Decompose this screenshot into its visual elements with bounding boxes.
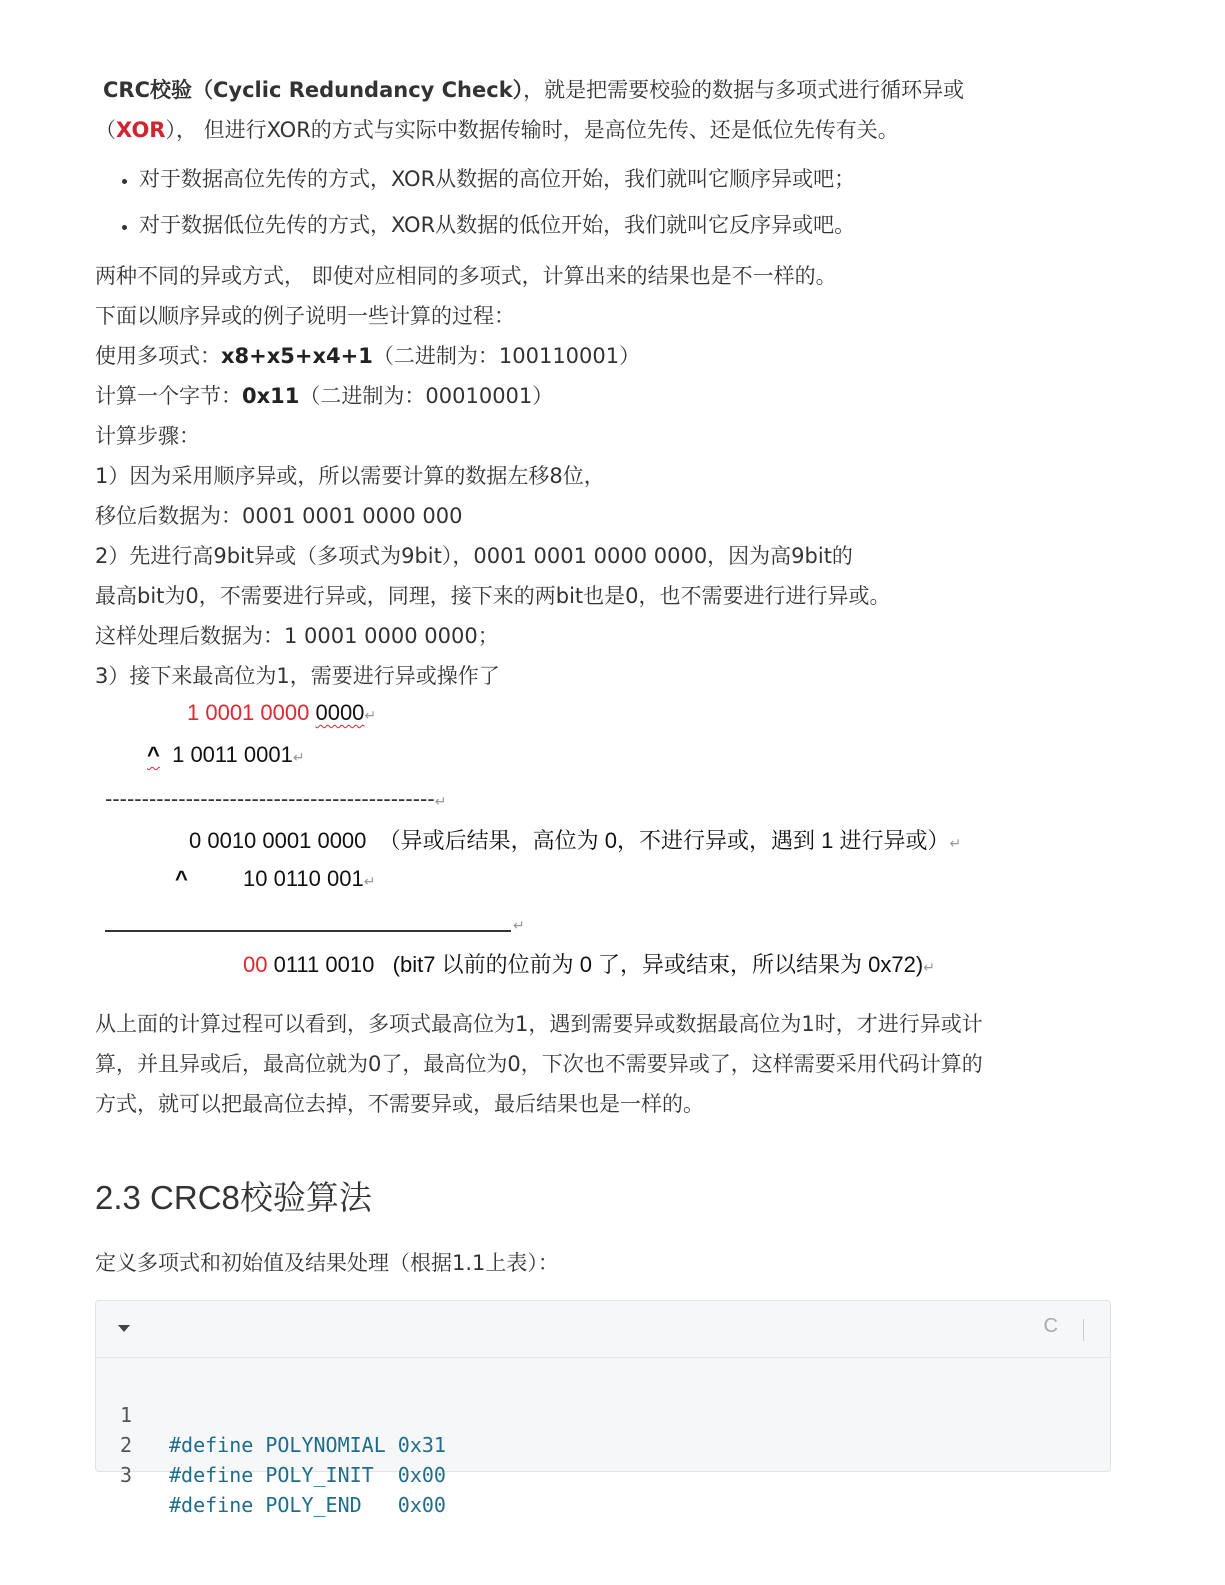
paragraph: 最高bit为0，不需要进行异或，同理，接下来的两bit也是0，也不需要进行进行异或。 <box>95 584 891 608</box>
paragraph: 3）接下来最高位为1，需要进行异或操作了 <box>95 664 500 688</box>
paragraph: 下面以顺序异或的例子说明一些计算的过程： <box>95 304 515 328</box>
polynomial-line: 使用多项式：x8+x5+x4+1（二进制为：100110001） <box>95 344 641 368</box>
xor-highlight: XOR <box>116 118 166 142</box>
paragraph: 计算步骤： <box>95 424 200 448</box>
section-heading: 2.3 CRC8校验算法 <box>95 1179 372 1216</box>
copy-button[interactable]: C <box>1043 1315 1058 1337</box>
intro-term: CRC校验（Cyclic Redundancy Check） <box>103 78 524 102</box>
list-item: • 对于数据低位先传的方式，XOR从数据的低位开始，我们就叫它反序异或吧。 <box>139 202 1113 248</box>
list-item: • 对于数据高位先传的方式，XOR从数据的高位开始，我们就叫它顺序异或吧； <box>139 156 1113 202</box>
byte-line: 计算一个字节：0x11（二进制为：00010001） <box>95 384 554 408</box>
paragraph: 两种不同的异或方式， 即使对应相同的多项式，计算出来的结果也是不一样的。 <box>95 264 837 288</box>
paragraph: 2）先进行高9bit异或（多项式为9bit），0001 0001 0000 0000，因为高9bit的 <box>95 544 853 568</box>
line-number: 1 <box>120 1403 133 1427</box>
intro-text-2: ）， 但进行XOR的方式与实际中数据传输时，是高位先传、还是低位先传有关。 <box>165 118 899 142</box>
intro-paragraph <box>95 70 1113 150</box>
article-content <box>95 70 1113 1124</box>
conclusion-line: 从上面的计算过程可以看到，多项式最高位为1，遇到需要异或数据最高位为1时，才进行异或计 <box>95 1012 983 1036</box>
code-body <box>96 1358 1110 1517</box>
intro-paren: （ <box>95 118 116 142</box>
code-block <box>95 1300 1111 1517</box>
line-number: 3 <box>120 1463 133 1487</box>
calc-row-2: ^ 1 0011 0001↵ <box>147 742 305 767</box>
paragraph: 移位后数据为：0001 0001 0000 000 <box>95 504 463 528</box>
code-text: #define POLY_INIT 0x00 <box>169 1463 446 1487</box>
collapse-caret-icon[interactable] <box>118 1325 130 1332</box>
calc-row-4-value: 10 0110 001↵ <box>243 866 376 891</box>
xor-calculation-figure <box>95 696 1113 1004</box>
code-text: #define POLYNOMIAL 0x31 <box>169 1433 446 1457</box>
code-text: #define POLY_END 0x00 <box>169 1493 446 1517</box>
code-block-header <box>96 1301 1110 1358</box>
calc-row-1: 1 0001 0000 0000↵ <box>187 700 377 725</box>
line-number: 2 <box>120 1433 133 1457</box>
conclusion-line: 算，并且异或后，最高位就为0了，最高位为0，下次也不需要异或了，这样需要采用代码计算的 <box>95 1052 983 1076</box>
paragraph: 1）因为采用顺序异或，所以需要计算的数据左移8位， <box>95 464 605 488</box>
paragraph: 这样处理后数据为：1 0001 0000 0000； <box>95 624 499 648</box>
define-description: 定义多项式和初始值及结果处理（根据1.1上表）： <box>95 1251 559 1275</box>
calc-row-5: 00 0111 0010 (bit7 以前的位前为 0 了，异或结束，所以结果为 0x72)↵ <box>243 952 935 977</box>
calc-solid-rule <box>105 930 511 932</box>
calc-row-3: 0 0010 0001 0000 （异或后结果，高位为 0，不进行异或，遇到 1 进行异或）↵ <box>189 828 962 853</box>
bullet-list <box>95 156 1113 248</box>
code-line <box>96 1370 1110 1457</box>
calc-rule-return: ↵ <box>513 917 525 933</box>
header-divider <box>1083 1319 1084 1341</box>
conclusion-line: 方式，就可以把最高位去掉，不需要异或，最后结果也是一样的。 <box>95 1092 704 1116</box>
calc-dashed-rule: ---------------------------------------------↵ <box>105 786 447 811</box>
intro-text-1: ，就是把需要校验的数据与多项式进行循环异或 <box>523 78 965 102</box>
calc-row-4: ^ <box>175 866 188 891</box>
